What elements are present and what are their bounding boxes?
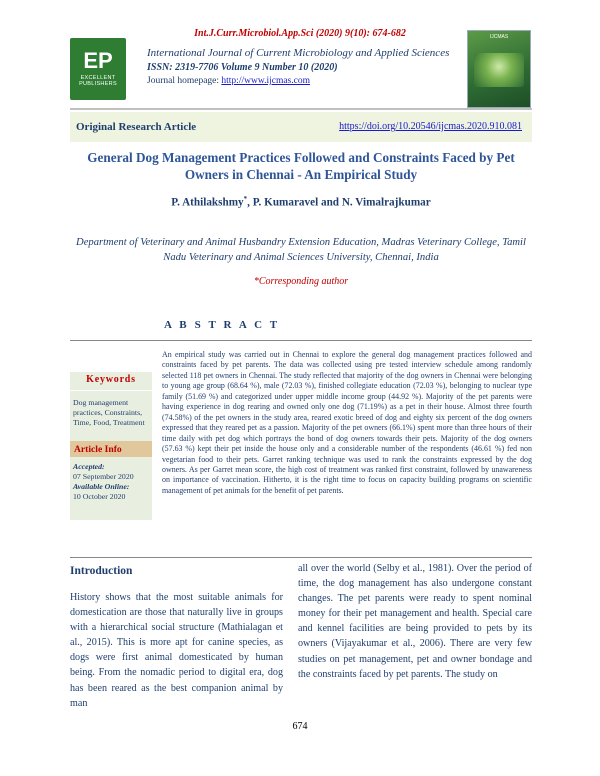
- author-primary: P. Athilakshmy: [171, 196, 244, 209]
- corresponding-mark: *: [243, 195, 248, 203]
- page-number: 674: [292, 721, 308, 732]
- journal-cover-image: [467, 30, 531, 108]
- journal-homepage: [147, 76, 310, 86]
- abstract-heading: A B S T R A C T: [164, 319, 280, 331]
- keywords-rule: [70, 390, 152, 391]
- journal-issn: ISSN: 2319-7706 Volume 9 Number 10 (2020): [147, 62, 338, 73]
- journal-citation: Int.J.Curr.Microbiol.App.Sci (2020) 9(10): 674-682: [194, 28, 406, 39]
- article-info-heading: Article Info: [74, 444, 122, 455]
- logo-subtext: EXCELLENT PUBLISHERS: [79, 75, 117, 87]
- abstract-top-rule: [70, 340, 532, 341]
- accepted-label: Accepted:: [73, 462, 105, 471]
- abstract-text: An empirical study was carried out in Chennai to explore the general dog management practices followed and constraints faced by pet parents. The data was collected using pre tested interview schedule among randomly selected 118 pet owners in Chennai. The study reflected that majority of the dog owners in Chennai were belonging to young age group (68.64 %), male (72.03 %), finished collegiate education (72.03 %), belonging to nuclear type family (51.69 %) and categorized under upper middle income group (44.92 %). Majority of the pet parents were having experience in dog rearing and owned only one dog (71.19%) as a pet in their house. Almost three fourth (74.58%) of the pet owners in the study area, reared exotic breed of dog and eighty six percent of the dog owners expressed that they reared pet as a passion. Majority of the pet owners (66.1%) spent more than three hours of their time daily with pet dog which portrays the bond of dog owners towards their pets. Majority of the dog owners (57.63 %) kept their pet inside the house only and a considerable number of the respondents (46.61 %) fed non vegetarian food to their pets. Garret ranking technique was used to rank the constraints expressed by the dog owners. As per Garret mean score, the high cost of treatment was ranked first constraint, followed by unawareness on importance of vaccination. Hitherto, it is the right time to focus on capacity building programs on scientific management of pet animals for the benefit of pet parents.: [162, 350, 532, 495]
- introduction-heading: Introduction: [70, 565, 133, 577]
- publisher-logo: [70, 38, 126, 100]
- cover-artwork: [474, 53, 524, 87]
- online-date: 10 October 2020: [73, 492, 126, 501]
- online-label: Available Online:: [73, 482, 130, 491]
- abstract-bottom-rule: [70, 557, 532, 558]
- cover-title: IJCMAS: [489, 34, 509, 40]
- homepage-link[interactable]: http://www.ijcmas.com: [221, 76, 310, 86]
- article-type: Original Research Article: [76, 121, 197, 133]
- intro-column-left: History shows that the most suitable animals for domestication are those that naturally live in groups with a hierarchical social structure (Mathialagan et al., 2015). This is more apt for canine species, as dogs were first animal domesticated by human being. From the nomadic period to digital era, dog has been reared as the best companion animal by man: [70, 592, 283, 709]
- keywords-list: Dog management practices, Constraints, Time, Food, Treatment: [73, 398, 145, 428]
- accepted-date: 07 September 2020: [73, 472, 134, 481]
- journal-name: International Journal of Current Microbiology and Applied Sciences: [147, 47, 450, 59]
- corresponding-author-note: *Corresponding author: [253, 276, 349, 287]
- author-others: , P. Kumaravel and N. Vimalrajkumar: [247, 196, 431, 209]
- author-list: [70, 195, 532, 209]
- header-divider: [70, 108, 532, 110]
- author-affiliation: Department of Veterinary and Animal Husbandry Extension Education, Madras Veterinary College, Tamil Nadu Veterinary and Animal Sciences University, Chennai, India: [76, 237, 526, 263]
- keywords-heading: Keywords: [86, 374, 136, 385]
- logo-text: EP: [83, 48, 113, 73]
- doi-link[interactable]: https://doi.org/10.20546/ijcmas.2020.910.081: [339, 121, 522, 132]
- article-title: General Dog Management Practices Followed and Constraints Faced by Pet Owners in Chennai - An Empirical Study: [87, 150, 515, 182]
- intro-column-right: all over the world (Selby et al., 1981). Over the period of time, the dog management has also undergone constant changes. The pet parents were ready to spent nominal money for their pet management and health. Special care and kennel facilities are being provided to pets by its owners (Vijayakumar et al., 2006). There are very few studies on pet management, pet and owner bondage and the constraints faced by pet parents. The study on: [298, 563, 532, 680]
- homepage-label: Journal homepage:: [147, 76, 222, 86]
- article-dates: [73, 462, 153, 502]
